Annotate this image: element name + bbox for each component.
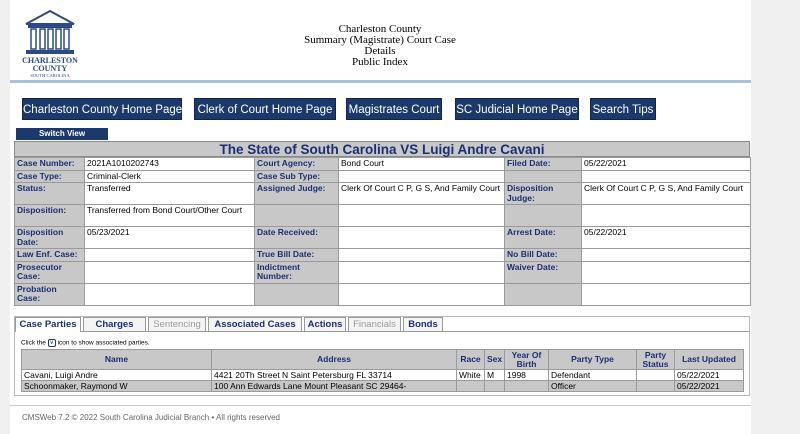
case-field-value bbox=[582, 261, 751, 283]
case-field-label: Case Type: bbox=[15, 170, 85, 183]
courthouse-icon bbox=[22, 8, 78, 56]
title-line: Summary (Magistrate) Court Case bbox=[304, 34, 456, 46]
case-field-label: Case Number: bbox=[15, 158, 85, 171]
case-field-value: Criminal-Clerk bbox=[85, 170, 255, 183]
case-title: The State of South Carolina VS Luigi Andre Cavani bbox=[14, 141, 750, 157]
case-field-value bbox=[339, 261, 505, 283]
parties-column-header: Party Status bbox=[637, 350, 675, 370]
party-cell: White bbox=[457, 370, 485, 381]
case-field-value bbox=[339, 249, 505, 262]
tab-charges[interactable]: Charges bbox=[83, 317, 146, 331]
case-field-label: True Bill Date: bbox=[255, 249, 339, 262]
case-field-value: 05/23/2021 bbox=[85, 227, 255, 249]
case-field-label: Filed Date: bbox=[505, 158, 582, 171]
case-field-label: Court Agency: bbox=[255, 158, 339, 171]
case-info-row bbox=[15, 227, 751, 249]
case-field-label: Indictment Number: bbox=[255, 261, 339, 283]
case-field-value: 2021A1010202743 bbox=[85, 158, 255, 171]
party-cell: Schoonmaker, Raymond W bbox=[22, 381, 212, 392]
parties-hint bbox=[21, 339, 150, 347]
case-field-value bbox=[582, 283, 751, 305]
parties-column-header: Address bbox=[212, 350, 457, 370]
case-info-row bbox=[15, 158, 751, 171]
case-field-value: 05/22/2021 bbox=[582, 158, 751, 171]
parties-column-header: Year Of Birth bbox=[505, 350, 549, 370]
logo-text-charleston: CHARLESTON bbox=[22, 56, 78, 65]
case-field-value: 05/22/2021 bbox=[582, 227, 751, 249]
page bbox=[10, 0, 751, 434]
party-row bbox=[22, 370, 744, 381]
case-field-label: Assigned Judge: bbox=[255, 183, 339, 205]
footer-copyright: CMSWeb 7.2 © 2022 South Carolina Judicial Branch • All rights reserved bbox=[22, 413, 281, 422]
tab-bonds[interactable]: Bonds bbox=[403, 317, 443, 331]
case-field-value: Transferred from Bond Court/Other Court bbox=[85, 205, 255, 227]
case-field-value: Clerk Of Court C P, G S, And Family Court bbox=[582, 183, 751, 205]
case-field-label: Probation Case: bbox=[15, 283, 85, 305]
party-cell bbox=[457, 381, 485, 392]
parties-column-header: Last Updated bbox=[675, 350, 744, 370]
expand-icon: ∨ bbox=[49, 340, 54, 346]
nav-clerk-of-court-home[interactable]: Clerk of Court Home Page bbox=[194, 98, 336, 120]
case-field-label: No Bill Date: bbox=[505, 249, 582, 262]
case-field-label: Arrest Date: bbox=[505, 227, 582, 249]
case-details bbox=[14, 141, 750, 306]
tab-case-parties[interactable]: Case Parties bbox=[15, 317, 81, 332]
case-field-value: Clerk Of Court C P, G S, And Family Court bbox=[339, 183, 505, 205]
party-cell bbox=[637, 381, 675, 392]
case-field-value bbox=[85, 249, 255, 262]
charleston-county-logo[interactable] bbox=[22, 8, 78, 78]
party-cell: 100 Ann Edwards Lane Mount Pleasant SC 29464- bbox=[212, 381, 457, 392]
tab-sentencing: Sentencing bbox=[148, 317, 206, 331]
switch-view-button[interactable]: Switch View bbox=[16, 128, 108, 140]
case-info-row bbox=[15, 261, 751, 283]
header-divider bbox=[10, 80, 751, 83]
nav-sc-judicial-home[interactable]: SC Judicial Home Page bbox=[455, 98, 579, 120]
hint-text-pre: Click the bbox=[21, 339, 46, 347]
case-field-label: Disposition Judge: bbox=[505, 183, 582, 205]
case-field-label bbox=[505, 283, 582, 305]
party-row bbox=[22, 381, 744, 392]
party-cell: Defendant bbox=[549, 370, 637, 381]
case-field-value bbox=[85, 261, 255, 283]
case-field-value bbox=[582, 249, 751, 262]
case-info-row bbox=[15, 249, 751, 262]
case-field-label bbox=[505, 205, 582, 227]
parties-column-header: Name bbox=[22, 350, 212, 370]
case-info-row bbox=[15, 183, 751, 205]
nav-charleston-county-home[interactable]: Charleston County Home Page bbox=[22, 98, 182, 120]
case-field-value bbox=[339, 205, 505, 227]
case-parties-table bbox=[21, 349, 744, 392]
party-cell bbox=[485, 381, 505, 392]
page-title bbox=[280, 24, 480, 68]
case-field-label: Waiver Date: bbox=[505, 261, 582, 283]
case-field-label bbox=[255, 283, 339, 305]
case-info-row bbox=[15, 205, 751, 227]
tab-divider bbox=[15, 331, 749, 332]
party-cell: Officer bbox=[549, 381, 637, 392]
case-field-label bbox=[505, 170, 582, 183]
case-field-value bbox=[339, 170, 505, 183]
party-cell: 1998 bbox=[505, 370, 549, 381]
party-cell bbox=[505, 381, 549, 392]
case-field-value: Bond Court bbox=[339, 158, 505, 171]
hint-text-post: icon to show associated parties. bbox=[57, 339, 150, 347]
tab-associated-cases[interactable]: Associated Cases bbox=[208, 317, 302, 331]
nav-magistrates-court[interactable]: Magistrates Court bbox=[346, 98, 442, 120]
title-line: Charleston County bbox=[338, 23, 422, 35]
case-tabs-panel bbox=[14, 316, 750, 396]
tab-financials: Financials bbox=[348, 317, 401, 331]
case-info-row bbox=[15, 170, 751, 183]
case-field-label: Disposition: bbox=[15, 205, 85, 227]
title-line: Public Index bbox=[352, 56, 408, 68]
party-cell: 05/22/2021 bbox=[675, 381, 744, 392]
case-field-value bbox=[339, 227, 505, 249]
footer-divider bbox=[10, 405, 751, 406]
case-field-value bbox=[582, 205, 751, 227]
case-field-label: Date Received: bbox=[255, 227, 339, 249]
parties-column-header: Sex bbox=[485, 350, 505, 370]
party-cell: 05/22/2021 bbox=[675, 370, 744, 381]
case-field-value: Transferred bbox=[85, 183, 255, 205]
parties-column-header: Party Type bbox=[549, 350, 637, 370]
party-cell bbox=[637, 370, 675, 381]
logo-text-county: COUNTY bbox=[32, 64, 68, 73]
case-field-label: Disposition Date: bbox=[15, 227, 85, 249]
tab-actions[interactable]: Actions bbox=[304, 317, 346, 331]
case-info-row bbox=[15, 283, 751, 305]
party-cell: Cavani, Luigi Andre bbox=[22, 370, 212, 381]
parties-column-header: Race bbox=[457, 350, 485, 370]
header bbox=[10, 0, 751, 80]
case-info-table bbox=[14, 157, 751, 306]
case-field-label bbox=[255, 205, 339, 227]
case-field-label: Law Enf. Case: bbox=[15, 249, 85, 262]
case-field-label: Prosecutor Case: bbox=[15, 261, 85, 283]
case-field-value bbox=[85, 283, 255, 305]
case-field-label: Case Sub Type: bbox=[255, 170, 339, 183]
party-cell: M bbox=[485, 370, 505, 381]
party-cell: 4421 20Th Street N Saint Petersburg FL 33714 bbox=[212, 370, 457, 381]
nav-search-tips[interactable]: Search Tips bbox=[590, 98, 656, 120]
case-field-label: Status: bbox=[15, 183, 85, 205]
case-field-value bbox=[582, 170, 751, 183]
case-field-value bbox=[339, 283, 505, 305]
title-line: Details bbox=[364, 45, 396, 57]
logo-text-sc: SOUTH CAROLINA bbox=[30, 73, 70, 78]
